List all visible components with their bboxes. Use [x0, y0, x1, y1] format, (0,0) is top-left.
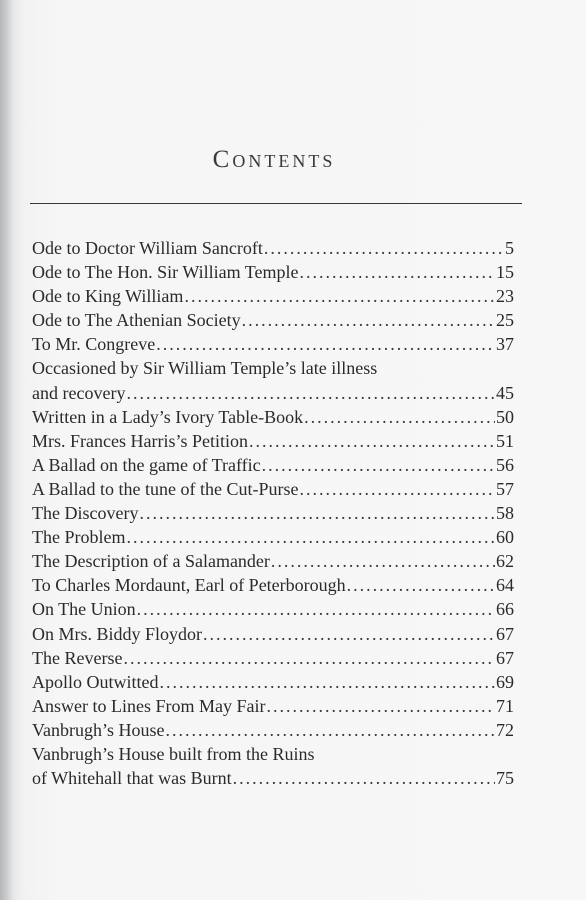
toc-entry-page: 60: [496, 527, 514, 548]
toc-entry-page: 5: [505, 238, 514, 258]
contents-list: [32, 236, 514, 790]
toc-entry-page: 72: [496, 719, 514, 740]
toc-entry-title: Written in a Lady’s Ivory Table-Book: [32, 406, 304, 427]
dot-leader: [266, 694, 495, 718]
toc-entry-page: 71: [496, 695, 514, 716]
toc-entry-page: 25: [496, 310, 514, 331]
toc-entry[interactable]: [32, 453, 514, 477]
dot-leader: [184, 284, 495, 308]
toc-entry-title: Ode to The Hon. Sir William Temple: [32, 262, 299, 283]
toc-entry-title: A Ballad to the tune of the Cut-Purse: [32, 478, 299, 499]
toc-entry-page: 37: [496, 334, 514, 355]
dot-leader: [271, 549, 495, 573]
toc-entry-page: 66: [496, 599, 514, 620]
dot-leader: [262, 453, 495, 477]
toc-entry[interactable]: [32, 236, 514, 260]
toc-entry-title: of Whitehall that was Burnt: [32, 768, 232, 789]
toc-entry[interactable]: [32, 308, 514, 332]
toc-entry[interactable]: [32, 718, 514, 742]
toc-entry-page: 67: [496, 647, 514, 668]
toc-entry-title: Ode to The Athenian Society: [32, 310, 241, 331]
toc-entry[interactable]: [32, 260, 514, 284]
dot-leader: [139, 501, 495, 525]
toc-entry[interactable]: [32, 405, 514, 429]
toc-entry-page: 51: [496, 430, 514, 451]
toc-entry[interactable]: [32, 332, 514, 356]
page-edge-shadow: [0, 0, 14, 900]
dot-leader: [242, 308, 495, 332]
toc-entry-title: To Charles Mordaunt, Earl of Peterborough: [32, 575, 346, 596]
toc-entry[interactable]: [32, 381, 514, 405]
dot-leader: [123, 646, 495, 670]
dot-leader: [126, 525, 495, 549]
dot-leader: [156, 332, 495, 356]
toc-entry-title: Ode to King William: [32, 286, 184, 307]
toc-entry[interactable]: [32, 549, 514, 573]
toc-entry[interactable]: [32, 284, 514, 308]
toc-entry-page: 57: [496, 478, 514, 499]
toc-entry-page: 50: [496, 406, 514, 427]
dot-leader: [203, 622, 495, 646]
dot-leader: [299, 260, 495, 284]
dot-leader: [233, 766, 495, 790]
dot-leader: [249, 429, 495, 453]
toc-entry-title: Mrs. Frances Harris’s Petition: [32, 430, 248, 451]
dot-leader: [347, 573, 495, 597]
toc-entry-page: 58: [496, 503, 514, 524]
toc-entry[interactable]: [32, 573, 514, 597]
toc-entry[interactable]: [32, 501, 514, 525]
toc-entry-title: and recovery: [32, 382, 126, 403]
toc-entry[interactable]: [32, 646, 514, 670]
toc-entry[interactable]: [32, 429, 514, 453]
toc-entry-page: 64: [496, 575, 514, 596]
toc-entry-title: On The Union: [32, 599, 136, 620]
toc-entry-page: 75: [496, 768, 514, 789]
toc-entry[interactable]: [32, 477, 514, 501]
title-rule: [30, 203, 522, 204]
toc-entry-title: To Mr. Congreve: [32, 334, 156, 355]
toc-entry[interactable]: [32, 622, 514, 646]
toc-entry[interactable]: [32, 766, 514, 790]
toc-entry[interactable]: [32, 597, 514, 621]
toc-entry-page: 69: [496, 671, 514, 692]
toc-entry[interactable]: [32, 694, 514, 718]
toc-entry-title: Vanbrugh’s House: [32, 719, 165, 740]
dot-leader: [160, 670, 496, 694]
toc-entry-title-line1[interactable]: Vanbrugh’s House built from the Ruins: [32, 743, 315, 764]
toc-entry[interactable]: [32, 525, 514, 549]
toc-entry-page: 23: [496, 286, 514, 307]
dot-leader: [264, 236, 504, 260]
dot-leader: [126, 381, 495, 405]
toc-entry-title: The Problem: [32, 527, 126, 548]
toc-entry-page: 56: [496, 454, 514, 475]
toc-entry-title: Answer to Lines From May Fair: [32, 695, 266, 716]
dot-leader: [299, 477, 495, 501]
toc-entry-page: 15: [496, 262, 514, 283]
toc-entry[interactable]: [32, 670, 514, 694]
toc-entry-title: The Reverse: [32, 647, 123, 668]
dot-leader: [166, 718, 496, 742]
toc-entry-title: A Ballad on the game of Traffic: [32, 454, 261, 475]
toc-entry-page: 45: [496, 382, 514, 403]
toc-entry-title: Apollo Outwitted: [32, 671, 159, 692]
dot-leader: [137, 597, 495, 621]
toc-entry-title: Ode to Doctor William Sancroft: [32, 238, 263, 258]
toc-entry-title: The Discovery: [32, 503, 139, 524]
toc-entry-title-line1[interactable]: Occasioned by Sir William Temple’s late illness: [32, 358, 378, 379]
toc-entry-title: On Mrs. Biddy Floydor: [32, 623, 203, 644]
page-title: Contents: [212, 146, 336, 173]
dot-leader: [304, 405, 495, 429]
toc-entry-title: The Description of a Salamander: [32, 551, 270, 572]
toc-entry-page: 67: [496, 623, 514, 644]
toc-entry-page: 62: [496, 551, 514, 572]
